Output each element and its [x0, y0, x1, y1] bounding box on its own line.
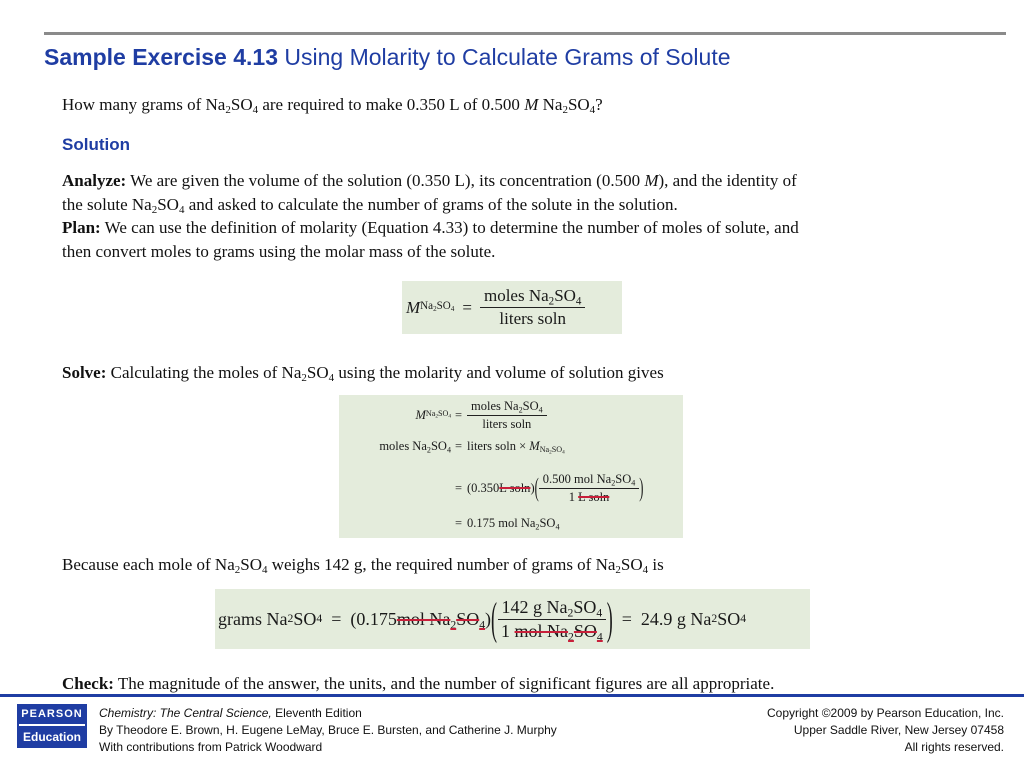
pearson-logo — [17, 704, 87, 748]
solve-paragraph: Solve: Calculating the moles of $Na_2SO_4$ using the molarity and volume of solution gives — [62, 363, 664, 384]
cancelled-unit: L soln — [578, 489, 610, 504]
because-paragraph: Because each mole of $Na_2SO_4$ weighs 142 g, the required number of grams of $Na_2SO_4$ is — [62, 555, 664, 576]
analyze-label: Analyze: — [62, 171, 127, 190]
cancelled-unit: L soln — [499, 480, 531, 495]
top-divider — [44, 32, 1006, 35]
title-rest: Using Molarity to Calculate Grams of Solute — [284, 44, 731, 70]
plan-paragraph: Plan: We can use the definition of molarity (Equation 4.33) to determine the number of moles of solute, and then convert moles to grams using the molar mass of the solute. — [62, 218, 799, 261]
eq2-row-rearranged: moles $Na_2SO_4$ = liters $soln \times M_{Na_2SO_4}$ — [379, 439, 565, 457]
analyze-paragraph: Analyze: We are given the volume of the solution (0.350 L), its concentration (0.500 M), and the identity of the solute $Na_2SO_4$ and asked to calculate the number of grams of the solute in the solution. — [62, 171, 797, 216]
book-edition: Eleventh Edition — [271, 706, 362, 720]
footer-credits — [99, 705, 557, 756]
question-text: How many grams of $Na_2SO_4$ are required to make 0.350 L of 0.500 M $Na_2SO_4$? — [62, 95, 603, 116]
moles-calculation-block — [339, 395, 683, 538]
title-bold: Sample Exercise 4.13 — [44, 44, 278, 70]
book-contributors: With contributions from Patrick Woodward — [99, 740, 323, 754]
book-title: Chemistry: The Central Science, — [99, 706, 272, 720]
check-paragraph: Check: The magnitude of the answer, the units, and the number of significant figures are all appropriate. — [62, 674, 775, 693]
cancelled-unit: mol $Na_2SO_4$ — [396, 608, 486, 631]
page-title — [44, 44, 731, 71]
eq2-row-substitution: = (0.350 L soln ) ( $\frac{0.500 mol Na_2SO_4}{\text{1 L soln}}$ ) — [455, 471, 644, 504]
logo-top-text: PEARSON — [21, 708, 83, 720]
footer-divider — [0, 694, 1024, 697]
grams-calculation-equation: grams Na 2 SO 4 = (0.175 mol $Na_2SO_4$ ) ( $\frac{142 g Na_2SO_4}{1 mol Na_2SO_4}$ ) = 24.9 g Na 2 SO 4 — [215, 589, 810, 649]
footer-copyright: Copyright ©2009 by Pearson Education, Inc. Upper Saddle River, New Jersey 07458 All rights reserved. — [767, 706, 1004, 754]
check-label: Check: — [62, 674, 114, 693]
solution-heading: Solution — [62, 135, 130, 154]
logo-bottom-text: Education — [22, 730, 81, 744]
eq2-row-definition: M $Na_2SO_4$ = $\frac{moles Na_2SO_4}{\text{liters soln}}$ — [339, 397, 683, 433]
book-authors: By Theodore E. Brown, H. Eugene LeMay, Bruce E. Bursten, and Catherine J. Murphy — [99, 723, 557, 737]
solve-label: Solve: — [62, 363, 107, 382]
molarity-definition-equation: M $Na_2SO_4$ = $\frac{moles Na_2SO_4}{\text{liters soln}}$ — [402, 281, 622, 334]
plan-label: Plan: — [62, 218, 101, 237]
eq2-row-result: = 0.175 mol $Na_2SO_4$ — [455, 516, 560, 532]
cancelled-unit: mol $Na_2SO_4$ — [514, 620, 603, 643]
